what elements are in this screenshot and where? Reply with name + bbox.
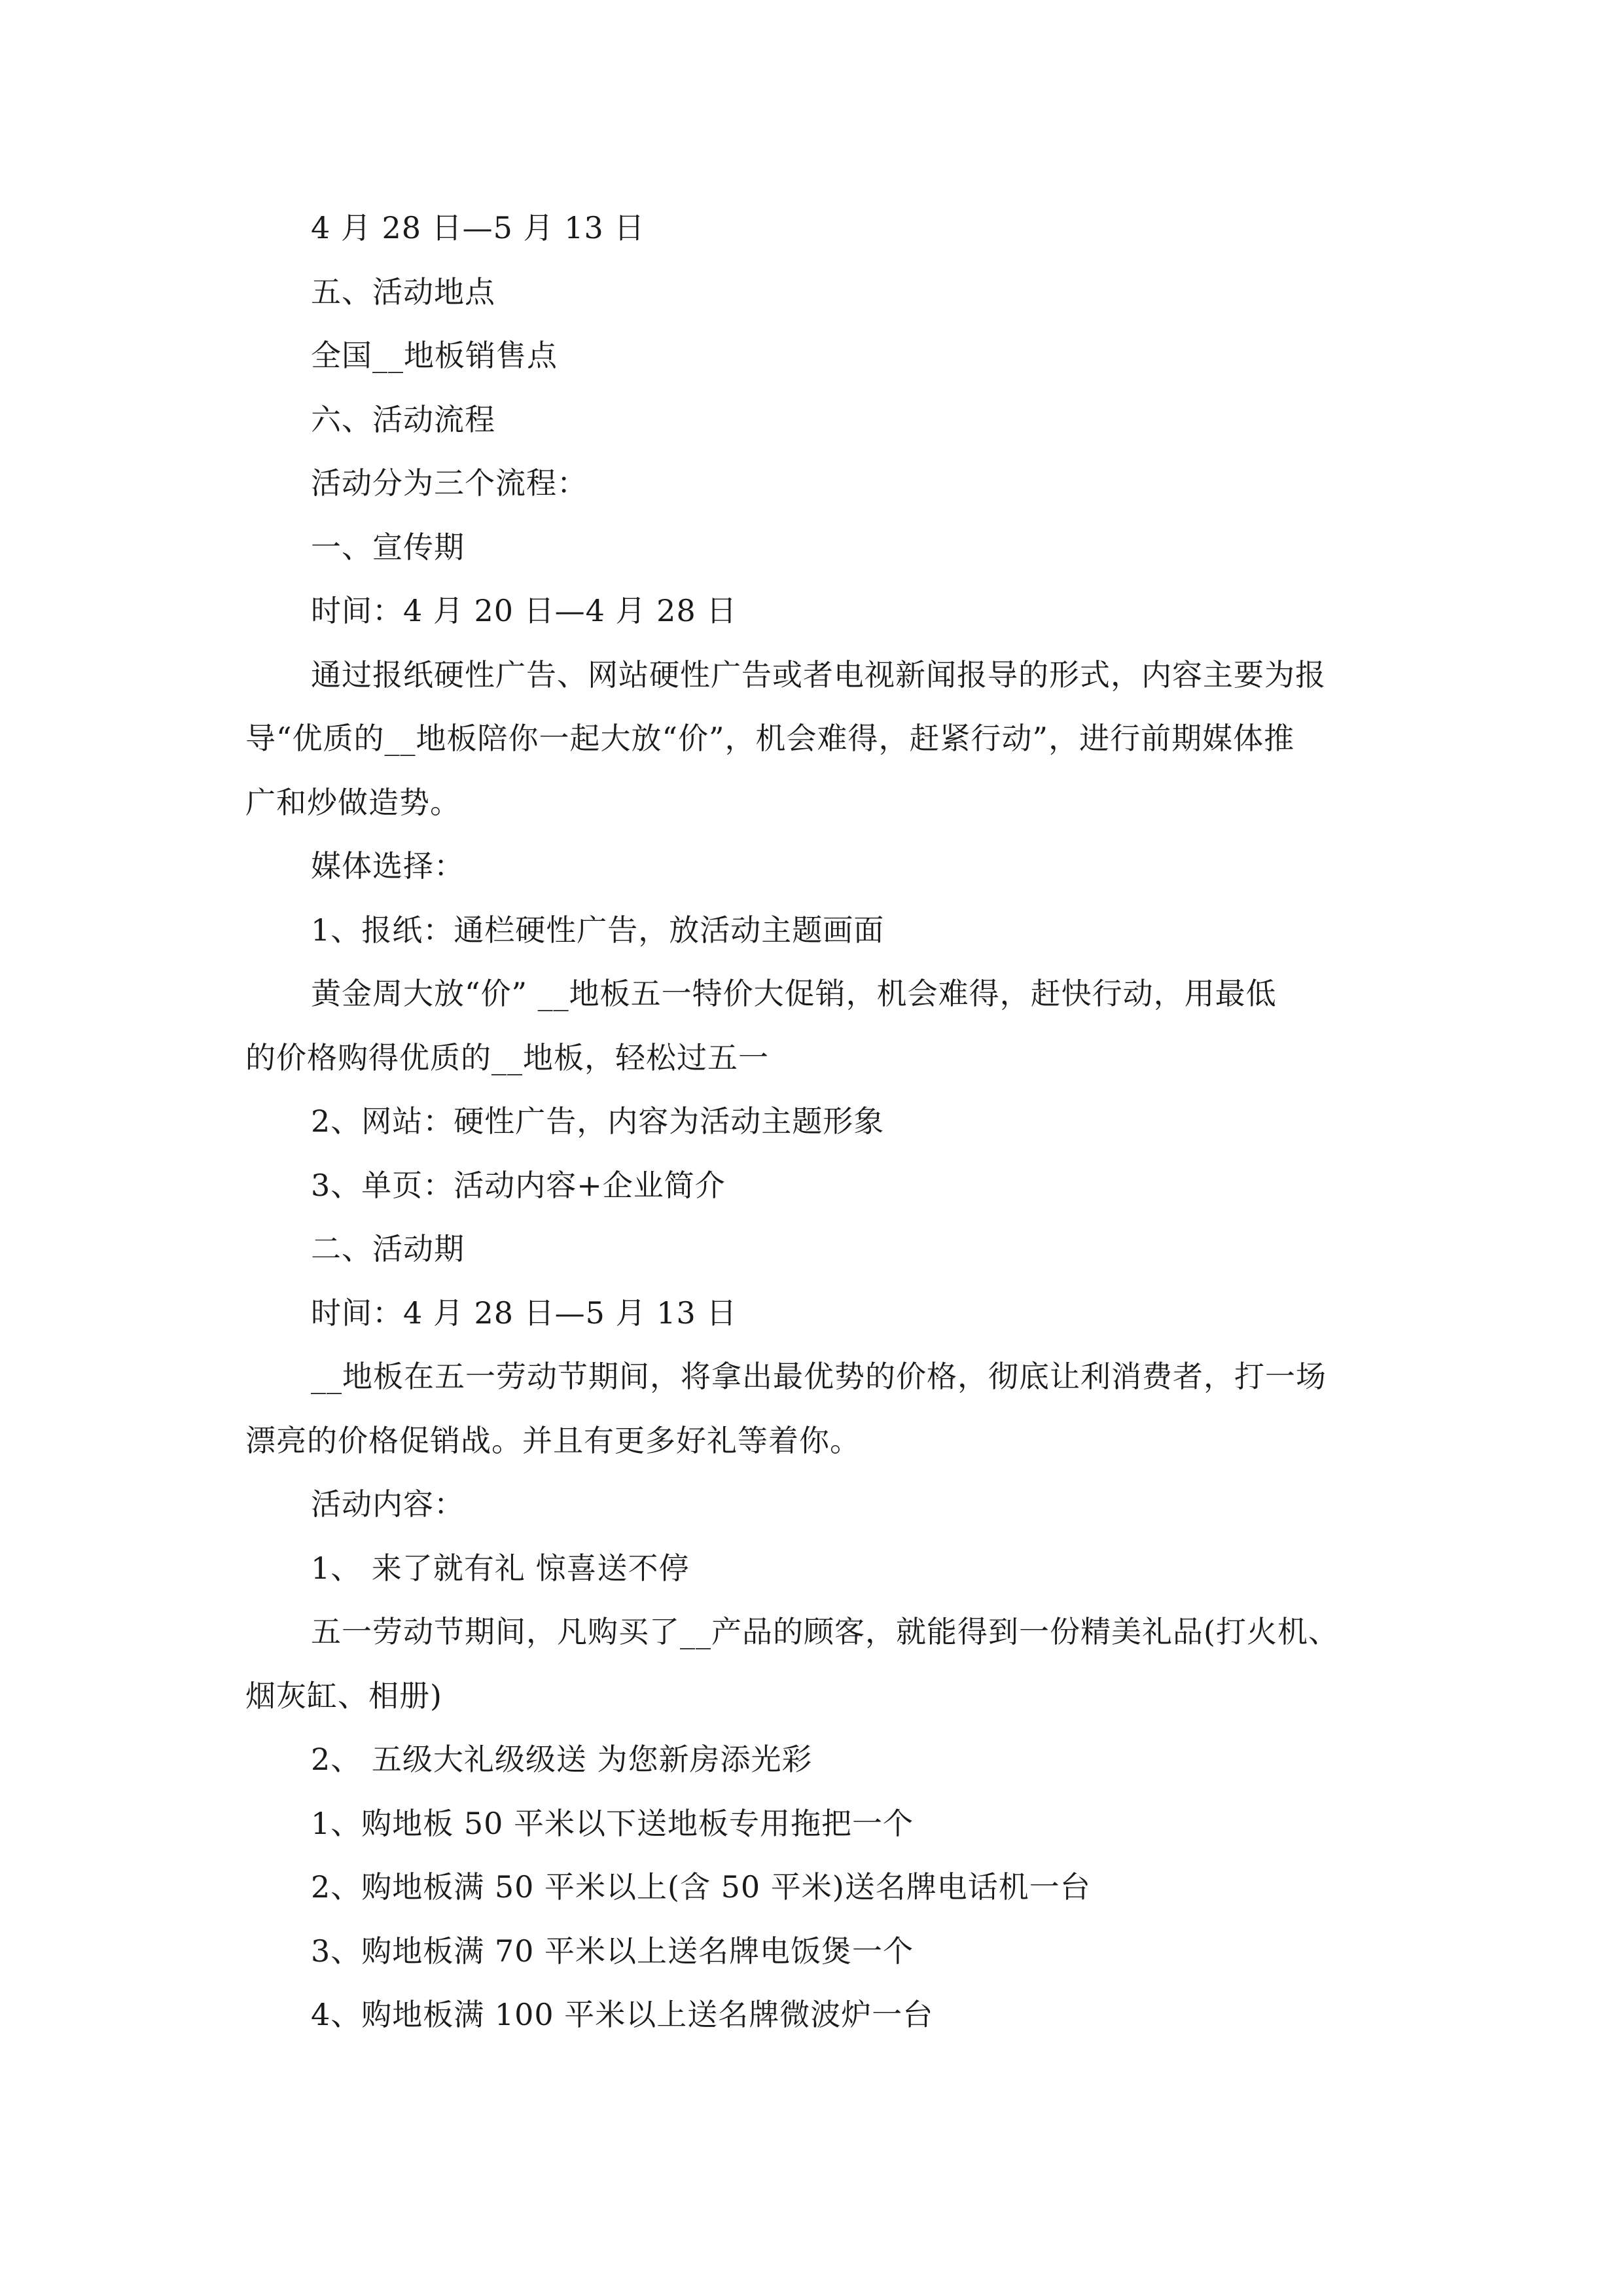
gift-tier-line: 2、购地板满 50 平米以上(含 50 平米)送名牌电话机一台 — [311, 1869, 1091, 1905]
gift-tier-line: 4、购地板满 100 平米以上送名牌微波炉一台 — [311, 1997, 934, 2032]
promotion-time-line: 时间：4 月 20 日—4 月 28 日 — [311, 593, 738, 628]
process-intro-line: 活动分为三个流程： — [311, 465, 588, 501]
section-heading-process: 六、活动流程 — [311, 401, 495, 437]
paragraph-line: 通过报纸硬性广告、网站硬性广告或者电视新闻报导的形式，内容主要为报 — [311, 656, 1326, 692]
gift-tier-line: 3、购地板满 70 平米以上送名牌电饭煲一个 — [311, 1933, 914, 1969]
media-item-website: 2、网站：硬性广告，内容为活动主题形象 — [311, 1103, 885, 1139]
location-line: 全国__地板销售点 — [311, 338, 558, 373]
paragraph-line: 五一劳动节期间，凡购买了__产品的顾客，就能得到一份精美礼品(打火机、 — [311, 1614, 1339, 1649]
media-item-flyer: 3、单页：活动内容+企业简介 — [311, 1167, 726, 1203]
paragraph-line: 烟灰缸、相册) — [245, 1677, 442, 1713]
activity-time-line: 4 月 28 日—5 月 13 日 — [311, 210, 645, 245]
section-heading-location: 五、活动地点 — [311, 274, 495, 310]
phase-heading-activity: 二、活动期 — [311, 1231, 465, 1266]
media-selection-heading: 媒体选择： — [311, 848, 465, 884]
paragraph-line: __地板在五一劳动节期间，将拿出最优势的价格，彻底让利消费者，打一场 — [311, 1359, 1327, 1394]
activity-item-tiered-gifts: 2、 五级大礼级级送 为您新房添光彩 — [311, 1742, 813, 1777]
document-body — [245, 196, 1397, 2047]
media-item-newspaper: 1、报纸：通栏硬性广告，放活动主题画面 — [311, 912, 885, 948]
paragraph-line: 导“优质的__地板陪你一起大放“价”，机会难得，赶紧行动”，进行前期媒体推 — [245, 721, 1295, 756]
paragraph-line: 广和炒做造势。 — [245, 784, 461, 820]
activity-content-heading: 活动内容： — [311, 1486, 465, 1522]
paragraph-line: 漂亮的价格促销战。并且有更多好礼等着你。 — [245, 1422, 861, 1458]
phase-heading-promotion: 一、宣传期 — [311, 529, 465, 565]
paragraph-line: 的价格购得优质的__地板，轻松过五一 — [245, 1039, 769, 1075]
activity-period-time-line: 时间：4 月 28 日—5 月 13 日 — [311, 1295, 738, 1331]
activity-item-gift: 1、 来了就有礼 惊喜送不停 — [311, 1550, 690, 1586]
paragraph-line: 黄金周大放“价” __地板五一特价大促销，机会难得，赶快行动，用最低 — [311, 976, 1277, 1011]
gift-tier-line: 1、购地板 50 平米以下送地板专用拖把一个 — [311, 1805, 914, 1841]
